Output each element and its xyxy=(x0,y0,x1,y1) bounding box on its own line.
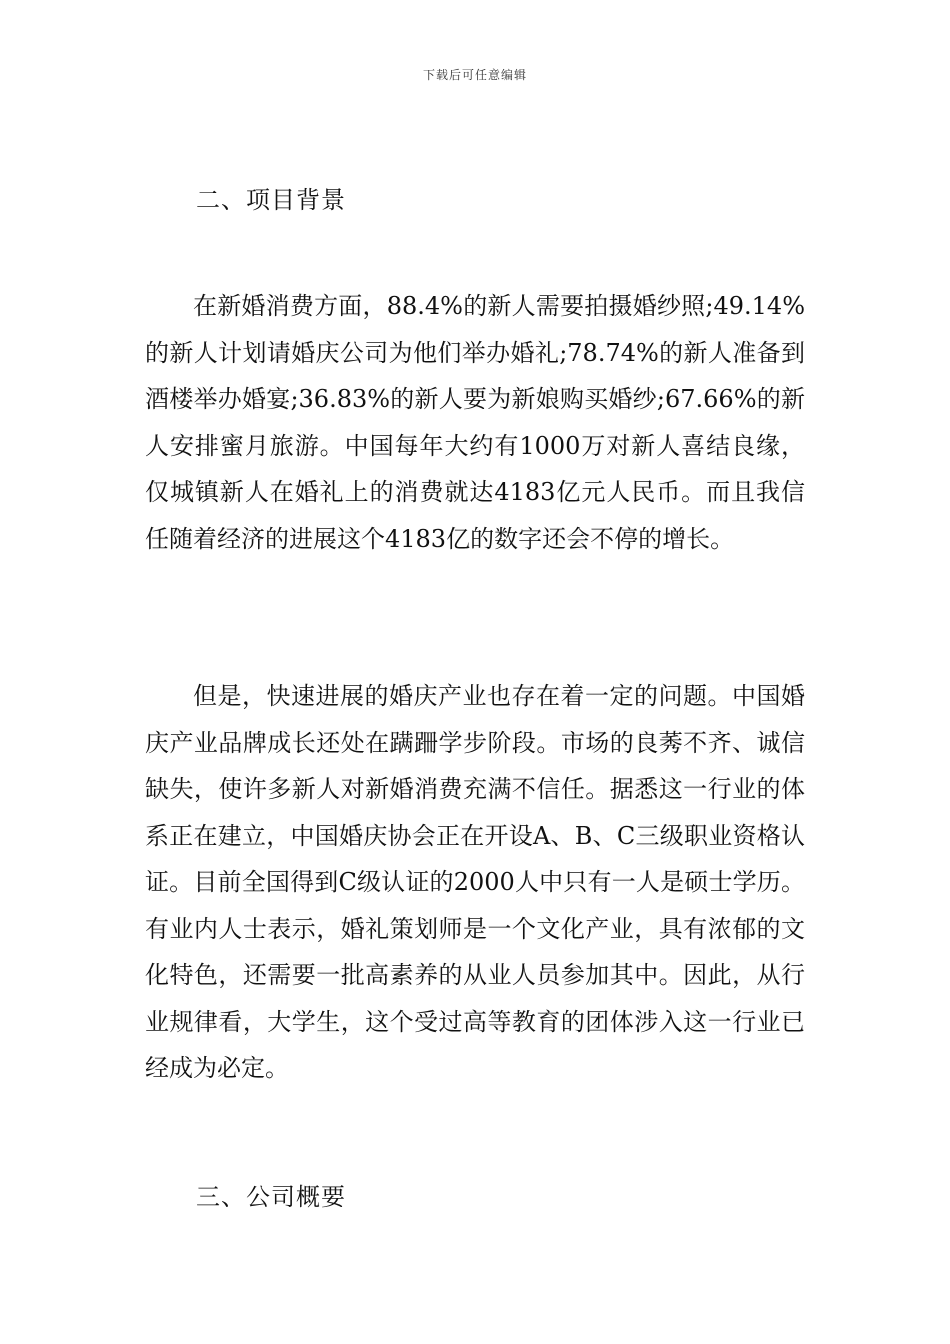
paragraph-consumption: 在新婚消费方面，88.4%的新人需要拍摄婚纱照;49.14%的新人计划请婚庆公司为他们举办婚礼;78.74%的新人准备到酒楼举办婚宴;36.83%的新人要为新娘购买婚纱;67.66%的新人安排蜜月旅游。中国每年大约有1000万对新人喜结良缘，仅城镇新人在婚礼上的消费就达4183亿元人民币。而且我信任随着经济的进展这个4183亿的数字还会不停的增长。 xyxy=(145,292,805,553)
section-heading-company-overview: 三、公司概要 xyxy=(196,1183,346,1211)
paragraph-industry-problems: 但是，快速进展的婚庆产业也存在着一定的问题。中国婚庆产业品牌成长还处在蹒跚学步阶段。市场的良莠不齐、诚信缺失，使许多新人对新婚消费充满不信任。据悉这一行业的体系正在建立，中国婚庆协会正在开设A、B、C三级职业资格认证。目前全国得到C级认证的2000人中只有一人是硕士学历。有业内人士表示，婚礼策划师是一个文化产业，具有浓郁的文化特色，还需要一批高素养的从业人员参加其中。因此，从行业规律看，大学生，这个受过高等教育的团体涉入这一行业已经成为必定。 xyxy=(145,682,805,1082)
section-heading-background: 二、项目背景 xyxy=(196,186,346,214)
header-note: 下载后可任意编辑 xyxy=(422,68,527,82)
